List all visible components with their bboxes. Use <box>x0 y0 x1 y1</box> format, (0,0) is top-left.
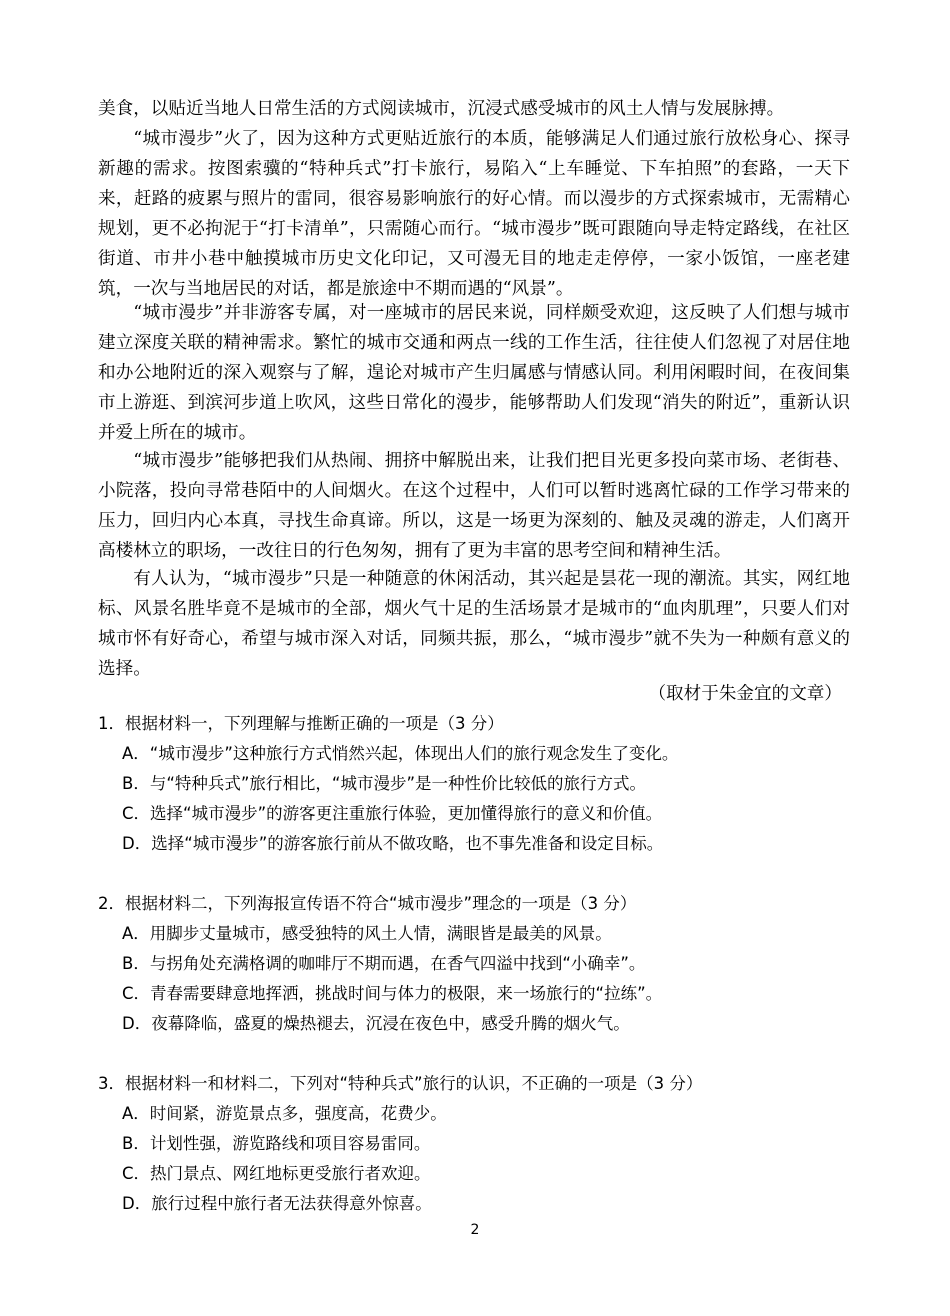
option-d: D．旅行过程中旅行者无法获得意外惊喜。 <box>122 1194 432 1213</box>
question-stem: 3．根据材料一和材料二，下列对“特种兵式”旅行的认识，不正确的一项是（3 分） <box>98 1074 703 1093</box>
option-a: A．“城市漫步”这种旅行方式悄然兴起，体现出人们的旅行观念发生了变化。 <box>122 744 679 763</box>
option-d: D．选择“城市漫步”的游客旅行前从不做攻略，也不事先准备和设定目标。 <box>122 834 664 853</box>
question-2 <box>98 889 858 1039</box>
passage-source: （取材于朱金宜的文章） <box>648 684 842 704</box>
passage-paragraph-2: “城市漫步”并非游客专属，对一座城市的居民来说，同样颇受欢迎，这反映了人们想与城市建立深度关联的精神需求。繁忙的城市交通和两点一线的工作生活，往往使人们忽视了对居住地和办公地附近的深入观察与了解，遑论对城市产生归属感与情感认同。利用闲暇时间，在夜间集市上游逛、到滨河步道上吹风，这些日常化的漫步，能够帮助人们发现“消失的附近”，重新认识并爱上所在的城市。 <box>98 303 850 443</box>
option-b: B．与“特种兵式”旅行相比，“城市漫步”是一种性价比较低的旅行方式。 <box>122 774 647 793</box>
option-c: C．选择“城市漫步”的游客更注重旅行体验，更加懂得旅行的意义和价值。 <box>122 804 663 823</box>
option-b: B．计划性强，游览路线和项目容易雷同。 <box>122 1134 431 1153</box>
passage-paragraph-4: 有人认为，“城市漫步”只是一种随意的休闲活动，其兴起是昙花一现的潮流。其实，网红地标、风景名胜毕竟不是城市的全部，烟火气十足的生活场景才是城市的“血肉肌理”，只要人们对城市怀有好奇心，希望与城市深入对话，同频共振，那么，“城市漫步”就不失为一种颇有意义的选择。 <box>98 569 850 679</box>
question-3 <box>98 1069 858 1219</box>
question-stem: 1．根据材料一，下列理解与推断正确的一项是（3 分） <box>98 714 504 733</box>
option-c: C．热门景点、网红地标更受旅行者欢迎。 <box>122 1164 431 1183</box>
option-a: A．用脚步丈量城市，感受独特的风土人情，满眼皆是最美的风景。 <box>122 924 612 943</box>
passage-paragraph-3: “城市漫步”能够把我们从热闹、拥挤中解脱出来，让我们把目光更多投向菜市场、老街巷、小院落，投向寻常巷陌中的人间烟火。在这个过程中，人们可以暂时逃离忙碌的工作学习带来的压力，回归内心本真，寻找生命真谛。所以，这是一场更为深刻的、触及灵魂的游走，人们离开高楼林立的职场，一改往日的行色匆匆，拥有了更为丰富的思考空间和精神生活。 <box>98 451 850 561</box>
option-d: D．夜幕降临，盛夏的燥热褪去，沉浸在夜色中，感受升腾的烟火气。 <box>122 1014 630 1033</box>
option-c: C．青春需要肆意地挥洒，挑战时间与体力的极限，来一场旅行的“拉练”。 <box>122 984 663 1003</box>
question-1 <box>98 709 858 859</box>
passage-paragraph-1: “城市漫步”火了，因为这种方式更贴近旅行的本质，能够满足人们通过旅行放松身心、探寻新趣的需求。按图索骥的“特种兵式”打卡旅行，易陷入“上车睡觉、下车拍照”的套路，一天下来，赶路的疲累与照片的雷同，很容易影响旅行的好心情。而以漫步的方式探索城市，无需精心规划，更不必拘泥于“打卡清单”，只需随心而行。“城市漫步”既可跟随向导走特定路线，在社区街道、市井小巷中触摸城市历史文化印记，又可漫无目的地走走停停，一家小饭馆，一座老建筑，一次与当地居民的对话，都是旅途中不期而遇的“风景”。 <box>98 129 850 299</box>
option-b: B．与拐角处充满格调的咖啡厅不期而遇，在香气四溢中找到“小确幸”。 <box>122 954 646 973</box>
option-a: A．时间紧，游览景点多，强度高，花费少。 <box>122 1104 447 1123</box>
page-number: 2 <box>470 1222 480 1238</box>
passage-paragraph-continued: 美食，以贴近当地人日常生活的方式阅读城市，沉浸式感受城市的风土人情与发展脉搏。 <box>98 99 785 119</box>
question-stem: 2．根据材料二，下列海报宣传语不符合“城市漫步”理念的一项是（3 分） <box>98 894 637 913</box>
